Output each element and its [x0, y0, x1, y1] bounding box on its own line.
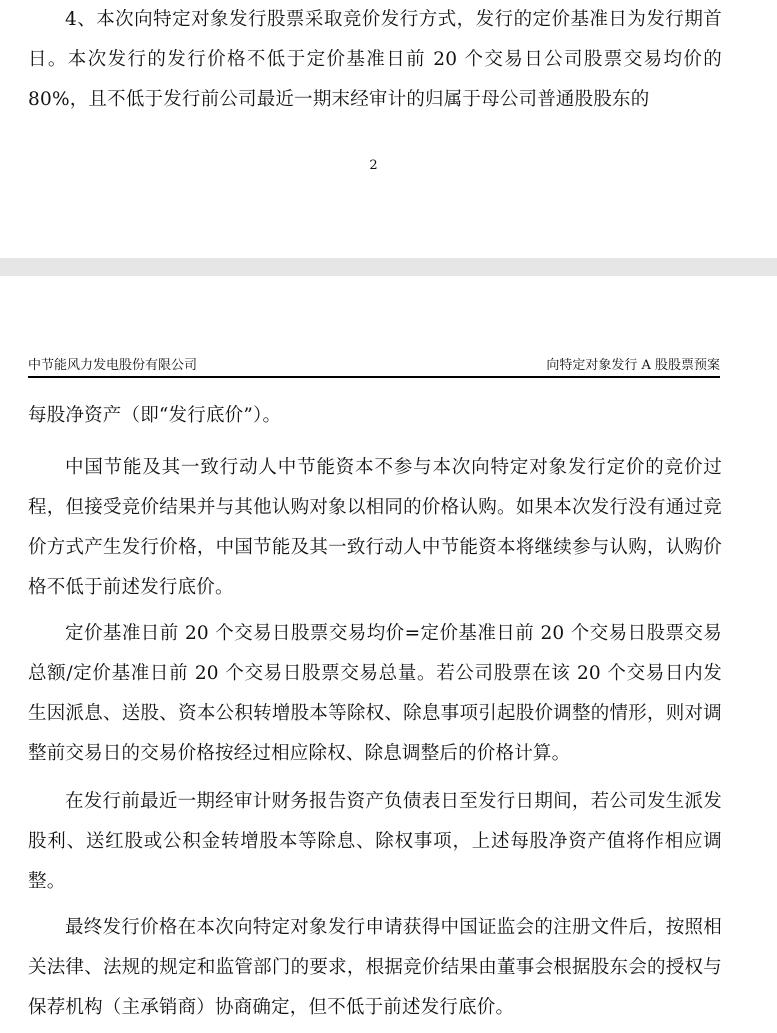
body-paragraph: 最终发行价格在本次向特定对象发行申请获得中国证监会的注册文件后，按照相关法律、法规的规定和监管部门的要求，根据竞价结果由董事会根据股东会的授权与保荐机构（主承销商）协商确定，但不低于前述发行底价。	[28, 917, 722, 1018]
body-paragraph: 定价基准日前 20 个交易日股票交易均价=定价基准日前 20 个交易日股票交易总额/定价基准日前 20 个交易日股票交易总量。若公司股票在该 20 个交易日内发生因派息、送股、资本公积转增股本等除权、除息事项引起股价调整的情形，则对调整前交易日的交易价格按经过相应除权、除息调整后的价格计算。	[28, 623, 722, 764]
pricing-method-paragraph: 4、本次向特定对象发行股票采取竞价发行方式，发行的定价基准日为发行期首日。本次发行的发行价格不低于定价基准日前 20 个交易日公司股票交易均价的 80%，且不低于发行前公司最近一期末经审计的归属于母公司普通股股东的	[28, 9, 722, 110]
body-paragraph: 在发行前最近一期经审计财务报告资产负债表日至发行日期间，若公司发生派发股利、送红股或公积金转增股本等除息、除权事项，上述每股净资产值将作相应调整。	[28, 791, 722, 892]
continuation-line: 每股净资产（即“发行底价”）。	[28, 405, 282, 426]
header-company-name: 中节能风力发电股份有限公司	[28, 358, 198, 373]
header-document-title: 向特定对象发行 A 股股票预案	[546, 358, 720, 373]
page-number: 2	[369, 158, 378, 173]
running-header	[28, 356, 720, 378]
page-separator	[0, 258, 777, 276]
body-paragraph: 中国节能及其一致行动人中节能资本不参与本次向特定对象发行定价的竞价过程，但接受竞价结果并与其他认购对象以相同的价格认购。如果本次发行没有通过竞价方式产生发行价格，中国节能及其一致行动人中节能资本将继续参与认购，认购价格不低于前述发行底价。	[28, 457, 722, 598]
